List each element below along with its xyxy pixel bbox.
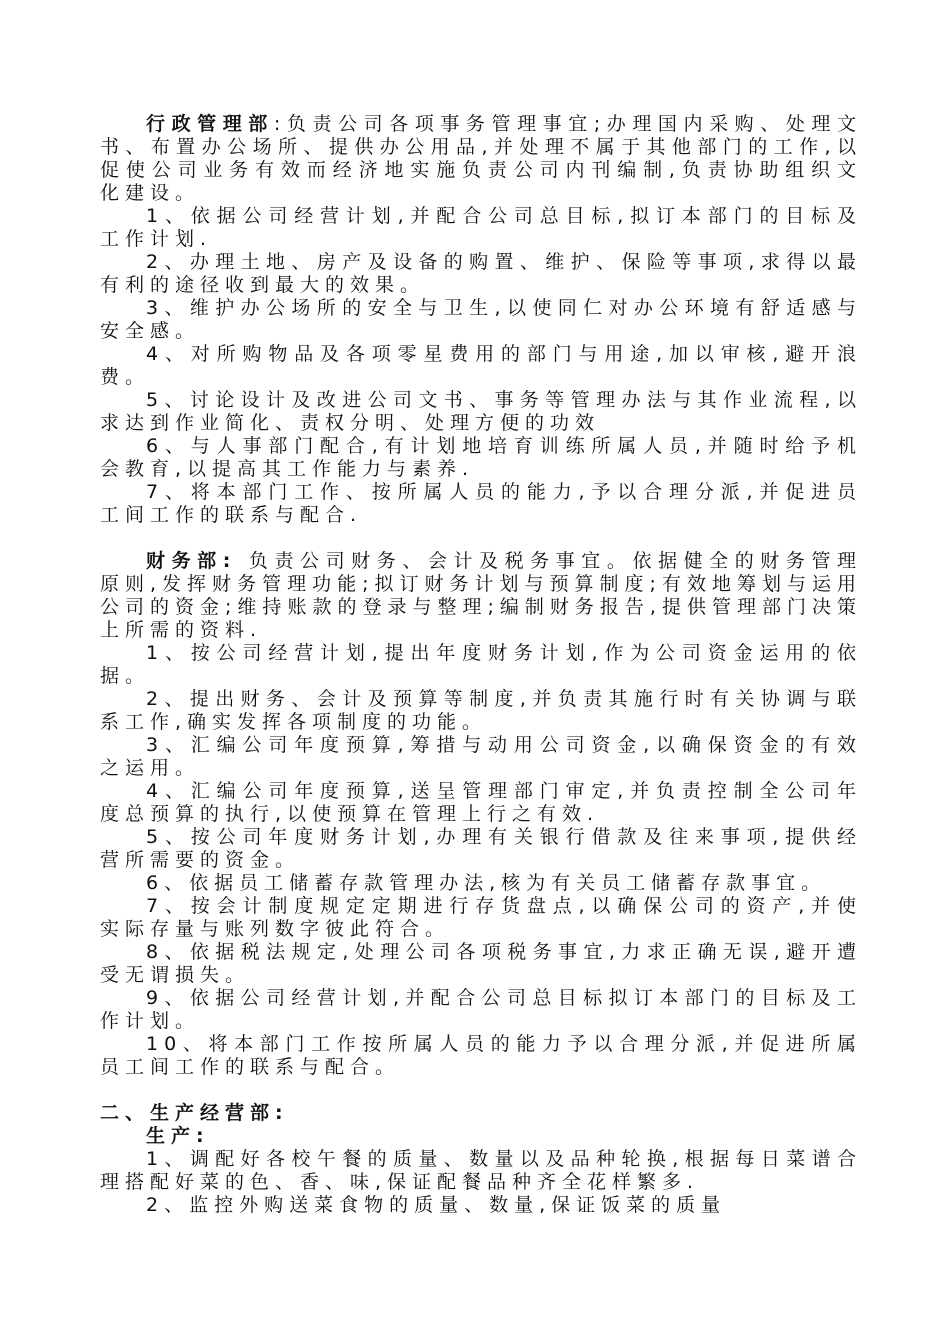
- admin-item-4: 4、对所购物品及各项零星费用的部门与用途,加以审核,避开浪费。: [100, 343, 862, 388]
- finance-item-3: 3、汇编公司年度预算,筹措与动用公司资金,以确保资金的有效之运用。: [100, 734, 862, 779]
- production-item-2: 2、监控外购送菜食物的质量、数量,保证饭菜的质量: [146, 1194, 727, 1216]
- document-page: [100, 113, 862, 1217]
- admin-item-1: 1、依据公司经营计划,并配合公司总目标,拟订本部门的目标及工作计划.: [100, 205, 862, 250]
- admin-intro: [100, 113, 862, 205]
- admin-item-6: 6、与人事部门配合,有计划地培育训练所属人员,并随时给予机会教育,以提高其工作能力与素养.: [100, 435, 862, 480]
- finance-item-1: 1、按公司经营计划,提出年度财务计划,作为公司资金运用的依据。: [100, 642, 862, 687]
- finance-item-7: 7、按会计制度规定定期进行存货盘点,以确保公司的资产,并使实际存量与账列数字彼此符合。: [100, 895, 862, 940]
- admin-title: 行政管理部: [146, 113, 274, 135]
- admin-item-7: 7、将本部门工作、按所属人员的能力,予以合理分派,并促进员工间工作的联系与配合.: [100, 481, 862, 526]
- section-gap: [100, 1079, 862, 1102]
- production-item-1: 1、调配好各校午餐的质量、数量以及品种轮换,根据每日菜谱合理搭配好菜的色、香、味,保证配餐品种齐全花样繁多.: [100, 1148, 862, 1193]
- production-sub-title: 生产:: [146, 1125, 210, 1147]
- finance-item-5: 5、按公司年度财务计划,办理有关银行借款及往来事项,提供经营所需要的资金。: [100, 826, 862, 871]
- finance-intro-text: 负责公司财务、会计及税务事宜。依据健全的财务管理原则,发挥财务管理功能;拟订财务计划与预算制度;有效地筹划与运用公司的资金;维持账款的登录与整理;编制财务报告,提供管理部门决策上所需的资料.: [100, 550, 862, 641]
- finance-intro: [100, 550, 862, 642]
- finance-item-10: 10、将本部门工作按所属人员的能力予以合理分派,并促进所属员工间工作的联系与配合。: [100, 1033, 862, 1078]
- finance-item-8: 8、依据税法规定,处理公司各项税务事宜,力求正确无误,避开遭受无谓损失。: [100, 941, 862, 986]
- finance-item-6: 6、依据员工储蓄存款管理办法,核为有关员工储蓄存款事宜。: [146, 872, 827, 894]
- admin-item-3: 3、维护办公场所的安全与卫生,以使同仁对办公环境有舒适感与安全感。: [100, 297, 862, 342]
- admin-intro-text: :负责公司各项事务管理事宜;办理国内采购、处理文书、布置办公场所、提供办公用品,并处理不属于其他部门的工作,以促使公司业务有效而经济地实施负责公司内刊编制,负责协助组织文化建设。: [100, 113, 862, 204]
- finance-item-2: 2、提出财务、会计及预算等制度,并负责其施行时有关协调与联系工作,确实发挥各项制度的功能。: [100, 688, 862, 733]
- production-section-title: 二、生产经营部:: [100, 1102, 289, 1124]
- admin-item-5: 5、讨论设计及改进公司文书、事务等管理办法与其作业流程,以求达到作业简化、责权分明、处理方便的功效: [100, 389, 862, 434]
- finance-item-4: 4、汇编公司年度预算,送呈管理部门审定,并负责控制全公司年度总预算的执行,以使预算在管理上行之有效.: [100, 780, 862, 825]
- admin-item-2: 2、办理土地、房产及设备的购置、维护、保险等事项,求得以最有利的途径收到最大的效果。: [100, 251, 862, 296]
- finance-item-9: 9、依据公司经营计划,并配合公司总目标拟订本部门的目标及工作计划。: [100, 987, 862, 1032]
- finance-title: 财务部:: [146, 550, 237, 572]
- section-gap: [100, 527, 862, 550]
